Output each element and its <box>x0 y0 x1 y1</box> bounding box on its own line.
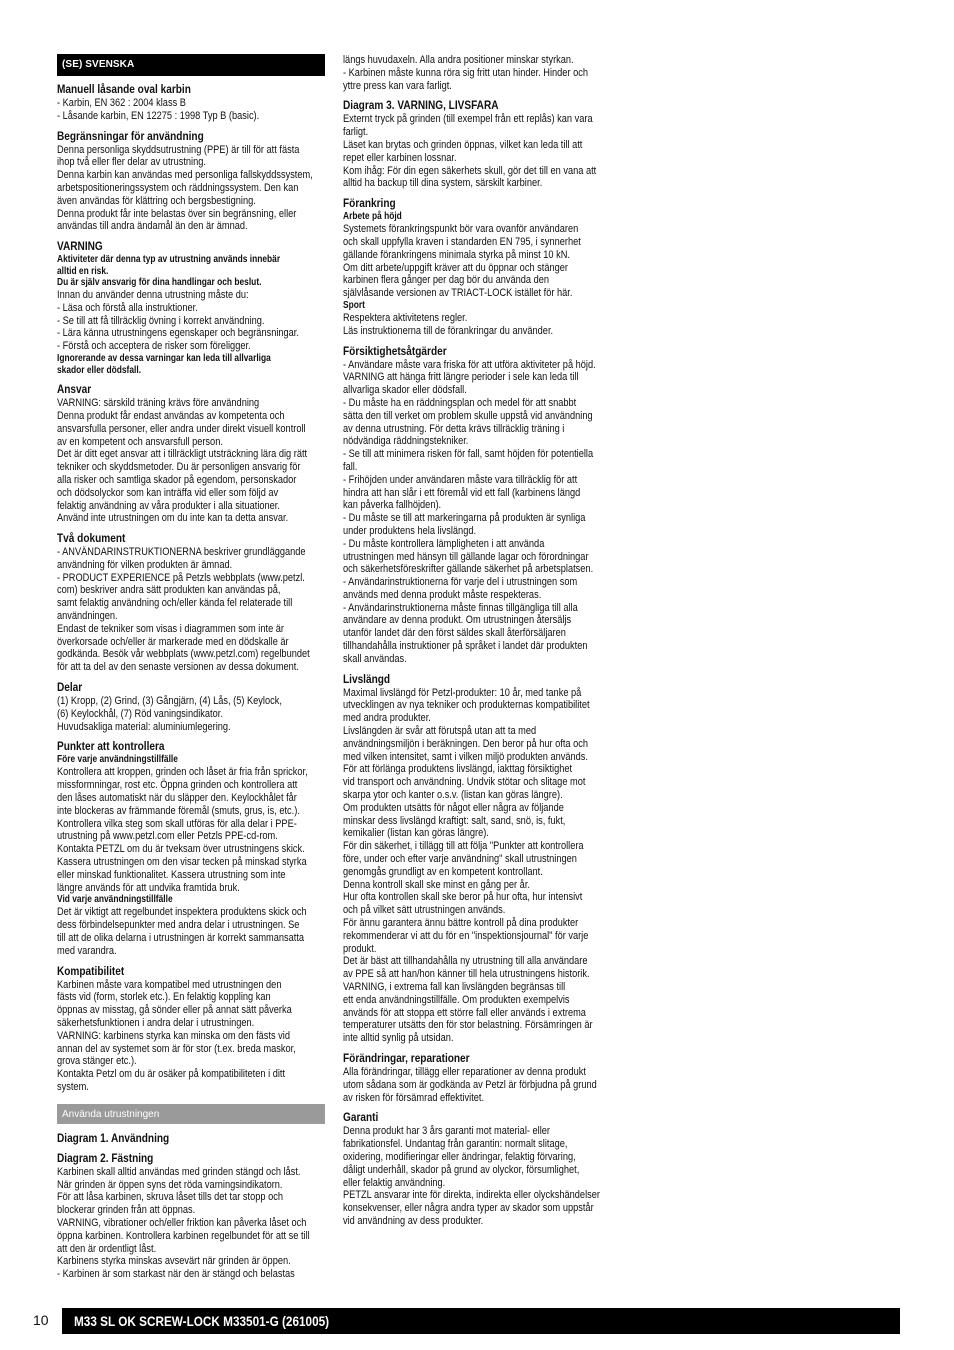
right-column <box>343 54 611 1235</box>
responsibility-section <box>57 383 325 525</box>
compatibility-text: Karbinen måste vara kompatibel med utrustningen den fästs vid (form, storlek etc.). En felaktig koppling kan öppnas av misstag, gå sönder eller på annat sätt påverka säkerhetsfunktionen i andra delar i utrustningen. VARNING: karbinens styrka kan minska om den fästs vid annan del av systemet som är för stor (t.ex. breda maskor, grova stänger etc.). Kontakta Petzl om du är osäker på kompatibiliteten i ditt system. <box>57 978 296 1093</box>
product-title: Manuell låsande oval karbin <box>57 82 191 96</box>
title-section <box>57 83 325 123</box>
anchoring-subheading-work: Arbete på höjd <box>343 211 402 223</box>
limits-heading: Begränsningar för användning <box>57 128 204 143</box>
modifications-text: Alla förändringar, tillägg eller reparationer av denna produkt utom sådana som är godkända av Petzl är förbjudna på grund av risken för försämrad effektivitet. <box>343 1065 597 1104</box>
anchoring-subheading-sport: Sport <box>343 299 365 311</box>
warranty-heading: Garanti <box>343 1110 379 1125</box>
parts-heading: Delar <box>57 680 83 695</box>
two-documents-heading: Två dokument <box>57 531 126 546</box>
usage-bar: Använda utrustningen <box>57 1104 325 1124</box>
parts-text: (1) Kropp, (2) Grind, (3) Gångjärn, (4) Lås, (5) Keylock, (6) Keylockhål, (7) Röd vaningsindikator. Huvudsakliga material: aluminiumlegering. <box>57 695 282 733</box>
language-bar: (SE) SVENSKA <box>57 54 325 76</box>
lifetime-text: Maximal livslängd för Petzl-produkter: 10 år, med tanke på utvecklingen av nya tekniker och produkternas kompatibilitet med andra produkter. Livslängden är svår att förutspå utan att ta med användningsmiljön i beräkningen. Den beror på hur ofta och med vilken intensitet, samt i vilken miljö produkten används. För att förlänga produktens livslängd, iakttag försiktighet vid transport och användning. Undvik stötar och slitage mot skarpa ytor och kanter o.s.v. (listan kan göras längre). Om produkten utsätts för något eller några av följande minskar dess livslängd kraftigt: salt, sand, snö, is, fukt, kemikalier (listan kan göras längre). För din säkerhet, i tillägg till att följa "Punkter att kontrollera före, under och efter varje användning" skall utrustningen genomgås grundligt av en kompetent kontrollant. Denna kontroll skall ske minst en gång per år. Hur ofta kontrollen skall ske beror på hur ofta, hur intensivt och på vilket sätt utrustningen används. För ännu garantera ännu bättre kontroll på dina produkter rekommenderar vi att du för en "inspektionsjournal" för varje produkt. Det är bäst att tillhandahålla ny utrustning till alla användare av PPE så att han/hon känner till hela utrustningens historik. VARNING, i extrema fall kan livslängden begränsas till ett enda användningstillfälle. Om produkten exempelvis används för att stoppa ett större fall eller används i extrema temperaturer utsätts den för stor belastning. Försämringen är inte alltid synlig på utsidan. <box>343 686 593 1045</box>
footer-bar <box>62 1308 900 1334</box>
warranty-text: Denna produkt har 3 års garanti mot material- eller fabrikationsfel. Undantag från garantin: normalt slitage, oxidering, modifieringar eller ändringar, felaktig förvaring, dåligt underhåll, skador på grund av olyckor, försumlighet, eller felaktig användning. PETZL ansvarar inte för direkta, indirekta eller olyckshändelser konsekvenser, eller några andra typer av skador som uppstår vid användning av dess produkter. <box>343 1125 600 1227</box>
inspection-subheading-during: Vid varje användningstillfälle <box>57 894 173 906</box>
document-reference: M33 SL OK SCREW-LOCK M33501-G (261005) <box>74 1313 330 1329</box>
warning-heading: VARNING <box>57 239 103 254</box>
diagram1-heading: Diagram 1. Användning <box>57 1130 170 1145</box>
precautions-section <box>343 345 611 666</box>
parts-section <box>57 681 325 733</box>
inspection-section <box>57 740 325 957</box>
inspection-text-before: Kontrollera att kroppen, grinden och låset är fria från sprickor, missformningar, rost etc. Öppna grinden och kontrollera att den låses automatiskt när du släpper den. Keylockhålet får inte blockeras av främmande föremål (smuts, grus, is, etc.). Kontrollera vilka steg som skall utföras för alla delar i PPE- utrustning på www.petzl.com eller Petzls PPE-cd-rom. Kontakta PETZL om du är tveksam över utrustningens skick. Kassera utrustningen om den visar tecken på minskad styrka eller minskad funktionalitet. Kassera utrustning som inte längre används för att undvika framtida bruk. <box>57 766 308 894</box>
lifetime-section <box>343 673 611 1045</box>
precautions-text: - Användare måste vara friska för att utföra aktiviteter på höjd. VARNING att hänga fritt längre perioder i sele kan leda till allvarliga skador eller dödsfall. - Du måste ha en räddningsplan och medel för att snabbt sätta den till verket om problem skulle uppstå vid användning av denna utrustning. För detta krävs tillräcklig träning i nödvändiga räddningstekniker. - Se till att minimera risken för fall, samt höjden för potentiella fall. - Frihöjden under användaren måste vara tillräcklig för att hindra att han slår i ett föremål vid ett fall (karbinens längd kan påverka fallhöjden). - Du måste se till att markeringarna på produkten är synliga under produktens hela livslängd. - Du måste kontrollera lämpligheten i att använda utrustningen med hänsyn till gällande lagar och förordningar och säkerhetsföreskrifter gällande säkerhet på arbetsplatsen. - Användarinstruktionerna för varje del i utrustningen som används med denna produkt måste respekteras. - Användarinstruktionerna måste finnas tillgängliga till alla användare av denna produkt. Om utrustningen återsäljs utanför landet där den först säldes skall återförsäljaren tillhandahålla instruktioner på språket i landet där produkten skall användas. <box>343 358 596 665</box>
diagram3-section <box>343 99 611 190</box>
warning-section <box>57 240 325 376</box>
diagram2-text-continued: längs huvudaxeln. Alla andra positioner minskar styrkan. - Karbinen måste kunna röra sig fritt utan hinder. Hinder och yttre press kan vara farligt. <box>343 54 588 92</box>
lifetime-heading: Livslängd <box>343 671 391 686</box>
modifications-section <box>343 1052 611 1104</box>
page-number: 10 <box>33 1312 49 1328</box>
anchoring-section <box>343 197 611 337</box>
anchoring-text-work: Systemets förankringspunkt bör vara ovanför användaren och skall uppfylla kraven i standarden EN 795, i synnerhet gällande förankringens minimala styrka på minst 10 kN. Om ditt arbete/uppgift kräver att du öppnar och stänger karbinen flera gånger per dag bör du använda den självlåsande versionen av TRIACT-LOCK istället för här. <box>343 223 581 300</box>
diagram3-text: Externt tryck på grinden (till exempel från ett replås) kan vara farligt. Läset kan brytas och grinden öppnas, vilket kan leda till att repet eller karbinen lossnar. Kom ihåg: För din egen säkerhets skull, gör det till en vana att alltid ha backup till dina system, särskilt karbiner. <box>343 113 597 190</box>
responsibility-text: VARNING: särskild träning krävs före användning Denna produkt får endast användas av kompetenta och ansvarsfulla personer, eller andra under direkt visuell kontroll av en kompetent och ansvarsfull person. Det är ditt eget ansvar att i tillräckligt utsträckning lära dig rätt tekniker och skyddsmetoder. Du är personligen ansvarig för alla risker och samtliga skador på egendom, personskador och dödsolyckor som kan inträffa vid eller som följd av felaktig användning av våra produkter i alla situationer. Använd inte utrustningen om du inte kan ta detta ansvar. <box>57 397 308 525</box>
inspection-heading: Punkter att kontrollera <box>57 739 165 754</box>
diagram3-heading: Diagram 3. VARNING, LIVSFARA <box>343 98 499 113</box>
two-documents-section <box>57 532 325 674</box>
diagram2-continued <box>343 54 611 92</box>
diagram2-text: Karbinen skall alltid användas med grinden stängd och låst. När grinden är öppen syns det röda varningsindikatorn. För att låsa karbinen, skruva låset tills det tar stopp och blockerar grinden från att öppnas. VARNING, vibrationer och/eller friktion kan påverka låset och öppna karbinen. Kontrollera karbinen regelbundet för att se till att den är ordentligt låst. Karbinens styrka minskas avsevärt när grinden är öppen. - Karbinen är som starkast när den är stängd och belastas <box>57 1165 310 1281</box>
modifications-heading: Förändringar, reparationer <box>343 1050 470 1065</box>
warning-bold-outro: Ignorerande av dessa varningar kan leda till allvarliga skador eller dödsfall. <box>57 352 271 376</box>
left-column <box>57 54 325 1288</box>
anchoring-heading: Förankring <box>343 196 396 211</box>
anchoring-text-sport: Respektera aktivitetens regler. Läs instruktionerna till de förankringar du använder. <box>343 311 554 337</box>
inspection-text-during: Det är viktigt att regelbundet inspektera produktens skick och dess förbindelsepunkter med andra delar i utrustningen. Se till att de olika delarna i utrustningen är korrekt sammansatta med varandra. <box>57 906 307 957</box>
limits-section <box>57 130 325 234</box>
responsibility-heading: Ansvar <box>57 382 92 397</box>
diagram2-section <box>57 1152 325 1281</box>
warning-text: Innan du använder denna utrustning måste du: - Läsa och förstå alla instruktioner. - Se till att få tillräcklig övning i korrekt användning. - Lära känna utrustningens egenskaper och begränsningar. - Förstå och acceptera de risker som föreligger. <box>57 288 299 353</box>
diagram1-section <box>57 1132 325 1145</box>
compatibility-section <box>57 965 325 1094</box>
warranty-section <box>343 1111 611 1227</box>
limits-text: Denna personliga skyddsutrustning (PPE) är till för att fästa ihop två eller fler delar av utrustning. Denna karbin kan användas med personliga fallskyddssystem, arbetspositioneringssystem och räddningssystem. Den kan även användas för klättring och bergsbestigning. Denna produkt får inte belastas över sin begränsning, eller användas till andra ändamål än den är ämnad. <box>57 143 313 233</box>
compatibility-heading: Kompatibilitet <box>57 963 125 978</box>
inspection-subheading-before: Före varje användningstillfälle <box>57 754 178 766</box>
precautions-heading: Försiktighetsåtgärder <box>343 343 447 358</box>
product-standards: - Karbin, EN 362 : 2004 klass B - Låsande karbin, EN 12275 : 1998 Typ B (basic). <box>57 97 260 122</box>
diagram2-heading: Diagram 2. Fästning <box>57 1150 154 1165</box>
warning-bold-intro: Aktiviteter där denna typ av utrustning används innebär alltid en risk. Du är själv ansvarig för dina handlingar och beslut. <box>57 254 281 289</box>
two-documents-text: - ANVÄNDARINSTRUKTIONERNA beskriver grundläggande användning för vilken produkten är ämnad. - PRODUCT EXPERIENCE på Petzls webbplats (www.petzl. com) beskriver andra sätt produkten kan användas på, samt felaktig användning och/eller kända fel relaterade till användningen. Endast de tekniker som visas i diagrammen som inte är överkorsade och/eller är markerade med en dödskalle är godkända. Besök vår webbplats (www.petzl.com) regelbundet för att ta del av den senaste versionen av dessa dokument. <box>57 546 310 674</box>
